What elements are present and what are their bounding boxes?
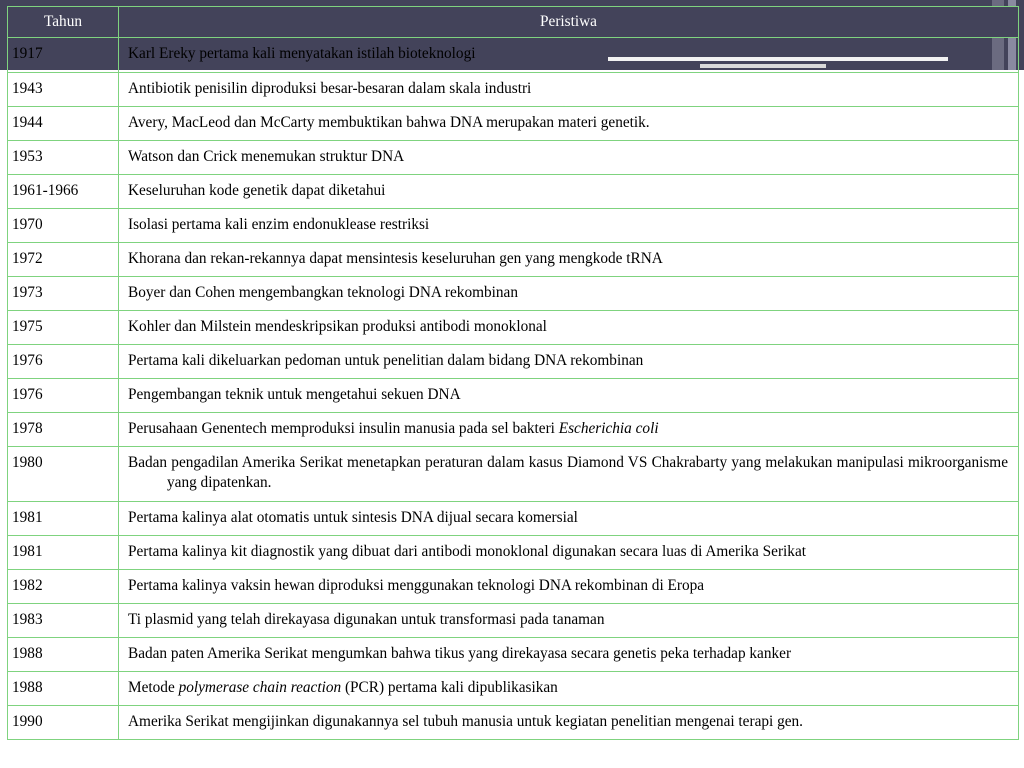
table-row: [8, 38, 1019, 73]
table-row: [8, 536, 1019, 570]
event-text: Metode: [128, 679, 179, 696]
year-cell: 1980: [12, 454, 43, 471]
event-cell: Khorana dan rekan-rekannya dapat mensintesis keseluruhan gen yang mengkode tRNA: [128, 250, 663, 267]
year-cell: 1983: [12, 611, 43, 628]
table-row: [8, 413, 1019, 447]
event-cell: [119, 672, 1018, 698]
event-cell: [119, 413, 1018, 439]
year-cell: 1943: [12, 80, 43, 97]
year-cell: 1978: [12, 420, 43, 437]
year-cell: 1988: [12, 679, 43, 696]
event-cell: Pertama kalinya vaksin hewan diproduksi menggunakan teknologi DNA rekombinan di Eropa: [128, 577, 705, 594]
event-cell: Isolasi pertama kali enzim endonuklease restriksi: [128, 216, 430, 233]
event-cell: Keseluruhan kode genetik dapat diketahui: [128, 182, 386, 199]
event-cell: Pengembangan teknik untuk mengetahui sekuen DNA: [128, 386, 461, 403]
table-row: [8, 604, 1019, 638]
table-row: [8, 706, 1019, 740]
event-cell: Amerika Serikat mengijinkan digunakannya sel tubuh manusia untuk kegiatan penelitian mengenai terapi gen.: [128, 713, 803, 730]
year-cell: 1975: [12, 318, 43, 335]
event-text: Perusahaan Genentech memproduksi insulin manusia pada sel bakteri: [128, 420, 559, 437]
table-row: [8, 379, 1019, 413]
year-cell: 1973: [12, 284, 43, 301]
year-cell: 1961-1966: [12, 182, 79, 199]
event-cell: Pertama kalinya alat otomatis untuk sintesis DNA dijual secara komersial: [128, 509, 578, 526]
column-header-event: Peristiwa: [119, 7, 1019, 38]
year-cell: 1988: [12, 645, 43, 662]
column-header-year: Tahun: [8, 7, 119, 38]
table-row: [8, 277, 1019, 311]
year-cell: 1944: [12, 114, 43, 131]
species-name: Escherichia coli: [558, 420, 659, 437]
table-row: [8, 638, 1019, 672]
table-row: [8, 311, 1019, 345]
table-header-row: [8, 7, 1019, 38]
event-cell: Kohler dan Milstein mendeskripsikan produksi antibodi monoklonal: [128, 318, 547, 335]
event-cell: Boyer dan Cohen mengembangkan teknologi DNA rekombinan: [128, 284, 518, 301]
year-cell: 1990: [12, 713, 43, 730]
event-cell: Pertama kalinya kit diagnostik yang dibuat dari antibodi monoklonal digunakan secara luas di Amerika Serikat: [128, 543, 806, 560]
year-cell: 1976: [12, 352, 43, 369]
year-cell: 1970: [12, 216, 43, 233]
table-row: [8, 672, 1019, 706]
table-row: [8, 570, 1019, 604]
event-cell: Badan pengadilan Amerika Serikat menetapkan peraturan dalam kasus Diamond VS Chakrabarty yang melakukan manipulasi mikroorganisme yang dipatenkan.: [128, 454, 1008, 491]
year-cell: 1976: [12, 386, 43, 403]
year-cell: 1981: [12, 509, 43, 526]
table-row: [8, 345, 1019, 379]
event-cell: Ti plasmid yang telah direkayasa digunakan untuk transformasi pada tanaman: [128, 611, 605, 628]
event-cell: Avery, MacLeod dan McCarty membuktikan bahwa DNA merupakan materi genetik.: [128, 114, 650, 131]
event-cell: Watson dan Crick menemukan struktur DNA: [128, 148, 405, 165]
table-row: [8, 141, 1019, 175]
table-row: [8, 502, 1019, 536]
table-row: [8, 73, 1019, 107]
year-cell: 1972: [12, 250, 43, 267]
event-cell: Karl Ereky pertama kali menyatakan istilah bioteknologi: [128, 45, 476, 62]
event-cell: Pertama kali dikeluarkan pedoman untuk penelitian dalam bidang DNA rekombinan: [128, 352, 644, 369]
table-row: [8, 175, 1019, 209]
table-row: [8, 107, 1019, 141]
year-cell: 1981: [12, 543, 43, 560]
event-cell: Badan paten Amerika Serikat mengumkan bahwa tikus yang direkayasa secara genetis peka terhadap kanker: [128, 645, 792, 662]
table-row: [8, 209, 1019, 243]
year-cell: 1953: [12, 148, 43, 165]
year-cell: 1982: [12, 577, 43, 594]
event-text: (PCR) pertama kali dipublikasikan: [341, 679, 558, 696]
biotech-timeline-table: [7, 6, 1019, 740]
table-row: [8, 447, 1019, 502]
event-cell: Antibiotik penisilin diproduksi besar-besaran dalam skala industri: [128, 80, 532, 97]
year-cell: 1917: [12, 45, 43, 62]
method-name: polymerase chain reaction: [178, 679, 342, 696]
table-row: [8, 243, 1019, 277]
